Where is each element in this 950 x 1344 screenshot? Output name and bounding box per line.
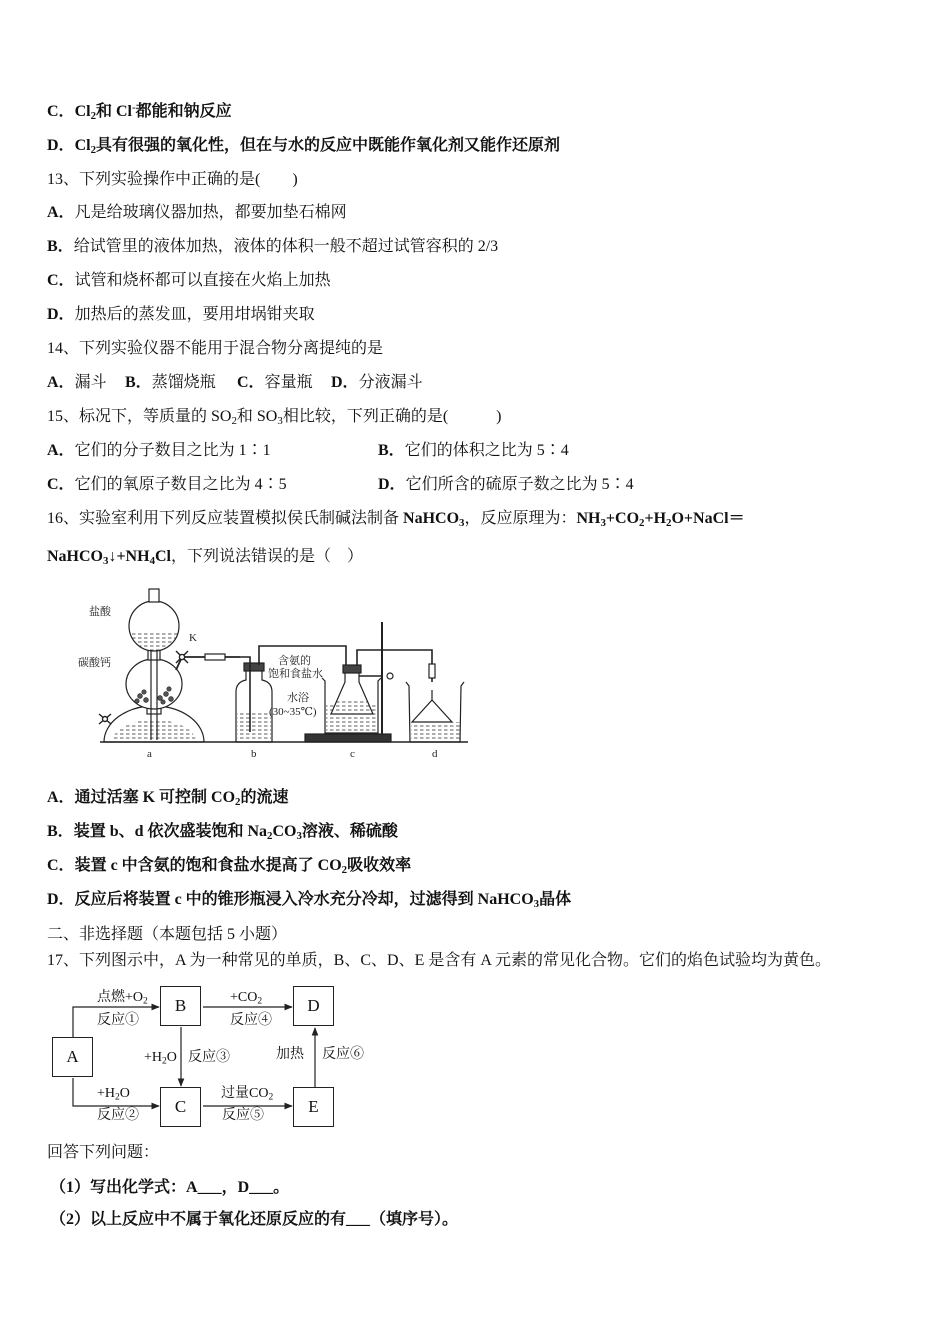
option-label: D． [47, 306, 75, 323]
label-ammonia-line2: 饱和食盐水 [268, 668, 323, 680]
formula-text: NH [576, 510, 601, 527]
subscript: 2 [90, 144, 96, 157]
option-label: C． [47, 476, 75, 493]
reaction-5-name: 反应⑤ [222, 1108, 264, 1123]
reaction-6-name: 反应⑥ [322, 1047, 364, 1062]
text-segment: 装置 b、d 依次盛装饱和 Na [73, 823, 268, 840]
text-segment: 反应后将装置 c 中的锥形瓶浸入冷水充分冷却，过滤得到 NaHCO [74, 891, 534, 908]
reaction-1-condition [97, 990, 148, 1006]
q14-stem: 14、下列实验仪器不能用于混合物分离提纯的是 [47, 340, 384, 357]
option-label: C． [47, 272, 75, 289]
flask-stopper [343, 665, 361, 673]
subscript: 2 [115, 1092, 120, 1103]
text-segment: +CO [230, 990, 258, 1005]
q14-option-c [237, 373, 313, 393]
text-segment: 的流速 [240, 789, 289, 806]
text-segment: 具有很强的氧化性，但在与水的反应中既能作氧化剂又能作还原剂 [96, 137, 561, 154]
formula-text: Cl [155, 548, 171, 565]
formula-text: O+NaCl＝ [671, 510, 745, 527]
option-label: B． [125, 374, 152, 391]
formula-text: +CO [605, 510, 640, 527]
q14-option-a [47, 373, 107, 393]
formula-text: +H [644, 510, 667, 527]
clamp-knob [387, 673, 393, 679]
middle-sphere [126, 659, 182, 709]
text-segment: （1）写出化学式： [50, 1179, 187, 1196]
label-water-bath: 水浴 [287, 692, 309, 704]
q16-option-d [47, 890, 571, 910]
node-e: E [293, 1087, 334, 1127]
superscript: - [132, 101, 136, 114]
option-label: A． [47, 789, 75, 806]
subscript: 2 [267, 830, 273, 843]
q14-option-b [125, 373, 216, 393]
option-text: 它们所含的硫原子数之比为 5∶4 [405, 476, 634, 493]
formula-text: NaHCO [403, 510, 460, 527]
text-segment: 。 [273, 1179, 290, 1196]
option-text: 加热后的蒸发皿，要用坩埚钳夹取 [74, 306, 315, 323]
reaction-2-condition [97, 1086, 130, 1102]
option-text: 它们的氧原子数目之比为 4∶5 [74, 476, 287, 493]
q13-option-b [47, 237, 498, 257]
text-segment: 通过活塞 K 可控制 CO [74, 789, 236, 806]
text-segment: 装置 c 中含氨的饱和食盐水提高了 CO [74, 857, 342, 874]
section-heading: 二、非选择题（本题包括 5 小题） [47, 926, 288, 943]
option-label: D． [47, 137, 75, 154]
text-segment: 过量CO [221, 1086, 269, 1101]
option-text: 漏斗 [74, 374, 107, 391]
answer-blank: ___ [346, 1211, 371, 1228]
node-a: A [52, 1037, 93, 1077]
q15-stem [47, 407, 501, 427]
q15-option-c [47, 475, 287, 495]
text-segment: 15、标况下，等质量的 SO [47, 408, 232, 425]
flask-liquid [331, 700, 373, 714]
label-hydrochloric-acid: 盐酸 [89, 606, 111, 618]
text-segment: 和 Cl [96, 103, 133, 120]
stand-base [305, 734, 391, 742]
text-segment: +H [97, 1086, 116, 1101]
option-text: 给试管里的液体加热，液体的体积一般不超过试管容积的 2/3 [73, 238, 499, 255]
option-text: 容量瓶 [264, 374, 313, 391]
subscript: 2 [341, 864, 348, 877]
text-segment: ，反应原理为： [464, 510, 577, 527]
subscript: 2 [666, 517, 672, 530]
text-segment: O [166, 1050, 177, 1065]
text-segment: 吸收效率 [347, 857, 412, 874]
reaction-6-condition: 加热 [276, 1047, 304, 1062]
subscript: 2 [257, 996, 263, 1007]
text-segment: 和 SO [236, 408, 278, 425]
option-label: B． [378, 442, 405, 459]
reaction-4-condition [230, 990, 262, 1006]
text-segment: 16、实验室利用下列反应装置模拟侯氏制碱法制备 [47, 510, 404, 527]
answer-blank: ___ [197, 1179, 222, 1196]
q15-option-b [378, 441, 569, 461]
text-segment: 点燃+O [97, 990, 144, 1005]
option-text: 蒸馏烧瓶 [151, 374, 216, 391]
reaction-3-condition [144, 1050, 177, 1066]
text-segment: +H [144, 1050, 163, 1065]
q13-stem: 13、下列实验操作中正确的是( ) [47, 171, 298, 188]
q16-option-a [47, 788, 288, 808]
text-segment: （填序号）。 [370, 1211, 459, 1228]
reaction-1-name: 反应① [97, 1013, 139, 1028]
label-temperature: (30~35℃) [269, 706, 317, 718]
label-calcium-carbonate: 碳酸钙 [78, 657, 111, 669]
label-b: b [251, 748, 257, 760]
text-segment: ，下列说法错误的是（ ） [171, 548, 364, 565]
subscript: 4 [149, 555, 155, 568]
reaction-3-name: 反应③ [188, 1050, 230, 1065]
text-segment: 都能和钠反应 [135, 103, 232, 120]
q16-stem-line1 [47, 509, 745, 529]
option-text: 它们的体积之比为 5∶4 [404, 442, 569, 459]
reaction-5-condition [221, 1086, 273, 1102]
q12-option-d [47, 136, 560, 156]
text-segment: 晶体 [539, 891, 572, 908]
option-label: D． [378, 476, 406, 493]
label-c: c [350, 748, 355, 760]
q15-option-a [47, 441, 271, 461]
subscript: 2 [639, 517, 645, 530]
option-label: C． [47, 103, 75, 120]
q13-option-c [47, 271, 331, 291]
subscript: 2 [235, 796, 241, 809]
q17-stem: 17、下列图示中，A 为一种常见的单质，B、C、D、E 是含有 A 元素的常见化合物。它们的焰色试验均为黄色。 [47, 952, 832, 969]
option-label: A． [47, 204, 75, 221]
subscript: 3 [296, 830, 302, 843]
subscript: 2 [231, 415, 237, 428]
option-text: 它们的分子数目之比为 1∶1 [74, 442, 271, 459]
subscript: 2 [268, 1092, 274, 1103]
q16-stem-line2 [47, 547, 363, 567]
reaction-2-name: 反应② [97, 1108, 139, 1123]
text-segment: 相比较，下列正确的是( ) [282, 408, 502, 425]
option-label: B． [47, 238, 74, 255]
text-segment: D [237, 1179, 250, 1196]
subscript: 3 [103, 555, 109, 568]
subscript: 3 [600, 517, 606, 530]
text-segment: ， [221, 1179, 238, 1196]
q14-option-d [331, 373, 423, 393]
apparatus-figure [78, 585, 475, 765]
option-text: 分液漏斗 [358, 374, 423, 391]
subscript: 2 [162, 1056, 167, 1067]
subscript: 3 [533, 898, 540, 911]
text-segment: A [186, 1179, 198, 1196]
answer-blank: ___ [249, 1179, 274, 1196]
formula-text: NaHCO [47, 548, 103, 565]
option-label: A． [47, 374, 75, 391]
label-d: d [432, 748, 438, 760]
q15-option-d [378, 475, 634, 495]
option-text: 凡是给玻璃仪器加热，都要加垫石棉网 [74, 204, 347, 221]
option-label: A． [47, 442, 75, 459]
text-segment: 溶液、稀硫酸 [301, 823, 398, 840]
subscript: 2 [90, 110, 96, 123]
label-k: K [189, 632, 197, 644]
q12-option-c [47, 102, 232, 122]
top-stopper [149, 589, 159, 602]
text-segment: CO [272, 823, 297, 840]
bottom-stopcock-icon [99, 714, 111, 724]
text-segment: Cl [74, 137, 91, 154]
beaker-liquid [411, 722, 460, 741]
label-ammonia-line1: 含氨的 [278, 655, 311, 667]
rubber-connector-d [429, 664, 435, 678]
formula-text: ↓+NH [108, 548, 150, 565]
bottle-liquid [237, 713, 271, 741]
option-text: 试管和烧杯都可以直接在火焰上加热 [74, 272, 331, 289]
q16-option-c [47, 856, 411, 876]
subscript: 3 [459, 517, 465, 530]
option-label: B． [47, 823, 74, 840]
q17-prompt: 回答下列问题： [47, 1144, 160, 1161]
option-label: D． [331, 374, 359, 391]
node-c: C [160, 1087, 201, 1127]
subscript: 3 [277, 415, 283, 428]
q17-subquestion-1 [50, 1178, 289, 1198]
q13-option-a [47, 203, 347, 223]
label-a: a [147, 748, 152, 760]
node-d: D [293, 986, 334, 1026]
reaction-4-name: 反应④ [230, 1013, 272, 1028]
option-label: C． [47, 857, 75, 874]
text-segment: O [119, 1086, 130, 1101]
text-segment: Cl [74, 103, 91, 120]
node-b: B [160, 986, 201, 1026]
q17-subquestion-2 [50, 1210, 458, 1230]
kipp-generator-a [99, 589, 240, 742]
text-segment: （2）以上反应中不属于氧化还原反应的有 [50, 1211, 347, 1228]
bottle-stopper [244, 663, 264, 671]
rubber-connector [205, 654, 225, 660]
q16-option-b [47, 822, 398, 842]
subscript: 2 [143, 996, 148, 1007]
hydrochloric-acid-liquid [130, 632, 179, 651]
option-label: D． [47, 891, 75, 908]
beaker-d [406, 664, 464, 742]
option-label: C． [237, 374, 265, 391]
q13-option-d [47, 305, 315, 325]
